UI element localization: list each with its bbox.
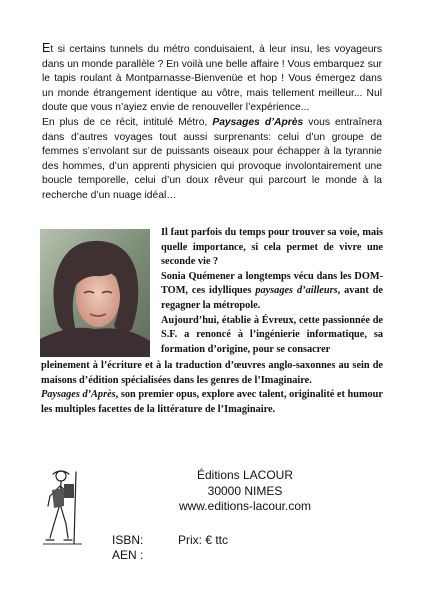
blurb-paragraph-2-intro: En plus de ce récit, intitulé Métro, <box>42 116 213 128</box>
book-title: Paysages d’Après <box>212 116 304 128</box>
author-portrait-image <box>40 229 150 357</box>
aen-label: AEN : <box>112 547 144 562</box>
blurb-paragraph-1 <box>42 41 382 116</box>
author-bio-full <box>41 359 383 417</box>
author-photo <box>40 229 150 357</box>
author-bio-paragraph-1-text: Sonia Quémener a longtemps vécu dans les DOM-TOM, ces idylliques <box>161 270 383 297</box>
publisher-city: 30000 NIMES <box>207 483 283 498</box>
blurb-paragraph-1-text: t si certains tunnels du métro conduisaient, à leur insu, les voyageurs dans un monde parallèle ? En voilà une belle affaire ! Vous embarquez sur le tapis roulant à Montparnasse-Bienvenüe et hop ! Vous émergez dans un monde étrangement identique au vôtre, mais tellement meilleur... Nul doute que vous n’ayiez envie de renouveller l’expérience... <box>42 44 382 114</box>
author-bio-side <box>161 226 383 357</box>
walking-pilgrim-logo-icon <box>38 466 86 548</box>
author-bio-paragraph-3-text: , son premier opus, explore avec talent, originalité et humour les multiples facettes de la littérature de l’Imaginaire. <box>41 389 383 415</box>
author-bio-paragraph-3 <box>41 388 383 417</box>
publisher-info <box>150 468 340 515</box>
publisher-website: www.editions-lacour.com <box>178 499 312 513</box>
author-bio-paragraph-1-end: , avant de regagner la métropole. <box>161 285 383 311</box>
book-title-mention: Paysages d’Après <box>41 389 116 401</box>
author-bio-paragraph-2-end: pleinement à l’écriture et à la traduction d’œuvres anglo-saxonnes au sein de maisons d’édition spécialisées dans les genres de l’Imaginaire. <box>41 360 383 386</box>
price-label: Prix: € ttc <box>178 533 229 547</box>
back-cover-blurb <box>42 41 382 204</box>
isbn-row <box>112 533 228 548</box>
aen-row <box>112 548 228 563</box>
publisher-logo <box>38 466 86 548</box>
author-quote: Il faut parfois du temps pour trouver sa voie, mais quelle importance, si cela permet de vivre une seconde vie ? <box>161 227 383 268</box>
author-bio-paragraph-2-start: Aujourd’hui, établie à Évreux, cette passionnée de S.F. a renoncé à l’ingénierie informatique, sa formation d’origine, pour se consacrer <box>161 314 383 355</box>
blurb-dropcap: E <box>42 41 51 55</box>
publisher-name: Éditions LACOUR <box>196 468 294 482</box>
blurb-paragraph-2-text: vous entraînera dans d’autres voyages tout aussi surprenants: celui d’un groupe de femmes s’envolant sur de puissants oiseaux pour échapper à la tyrannie des hommes, d’un apprenti physicien qui provoque involontairement une boucle temporelle, celui d’un doux rêveur qui parcourt le monde à la recherche d’un nuage idéal… <box>42 116 382 201</box>
isbn-label: ISBN: <box>112 533 144 547</box>
blurb-paragraph-2 <box>42 116 382 204</box>
author-bio-paragraph-1 <box>161 270 383 314</box>
codes-block <box>112 533 228 562</box>
author-bio-emphasis: paysages d’ailleurs <box>255 285 338 297</box>
